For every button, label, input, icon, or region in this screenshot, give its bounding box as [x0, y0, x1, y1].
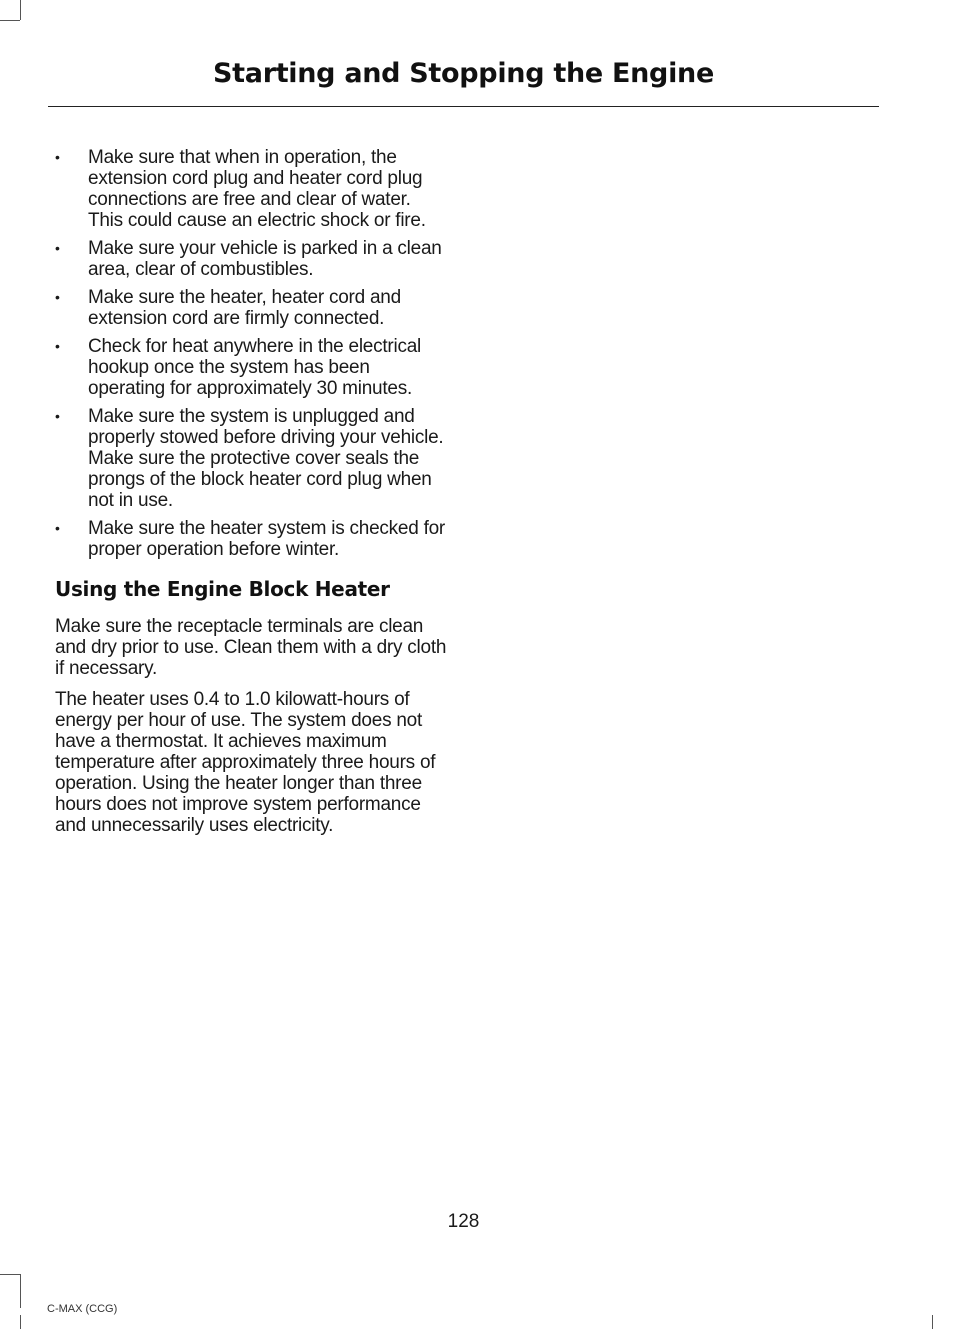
bullet-marker: •	[55, 149, 60, 165]
bullet-marker: •	[55, 240, 60, 256]
list-item	[55, 287, 447, 329]
bullet-list	[55, 147, 447, 560]
list-item	[55, 238, 447, 280]
crop-mark-bottom-left-vertical	[20, 1274, 21, 1308]
bullet-marker: •	[55, 289, 60, 305]
list-item	[55, 518, 447, 560]
paragraph-energy-use: The heater uses 0.4 to 1.0 kilowatt-hours of energy per hour of use. The system does not have a thermostat. It achieves maximum temperature after approximately three hours of operation. Using the heater longer than three hours does not improve system performance and unnecessarily uses electricity.	[55, 689, 436, 836]
list-item-text: Make sure the heater system is checked for proper operation before winter.	[88, 518, 445, 560]
list-item-text: Make sure that when in operation, the extension cord plug and heater cord plug connections are free and clear of water. This could cause an electric shock or fire.	[88, 147, 426, 231]
crop-mark-top-left-vertical	[20, 0, 21, 20]
list-item-text: Check for heat anywhere in the electrical hookup once the system has been operating for approximately 30 minutes.	[88, 336, 421, 399]
list-item	[55, 147, 447, 231]
crop-mark-top-left-horizontal	[0, 20, 20, 21]
list-item	[55, 336, 447, 399]
list-item-text: Make sure your vehicle is parked in a clean area, clear of combustibles.	[88, 238, 442, 280]
list-item-text: Make sure the heater, heater cord and extension cord are firmly connected.	[88, 287, 401, 329]
section-heading: Using the Engine Block Heater	[55, 577, 390, 601]
page-title: Starting and Stopping the Engine	[213, 58, 714, 89]
paragraph-receptacle: Make sure the receptacle terminals are clean and dry prior to use. Clean them with a dry cloth if necessary.	[55, 616, 447, 679]
title-divider	[48, 106, 879, 107]
crop-mark-bottom-left-tick	[20, 1315, 21, 1329]
crop-mark-bottom-left-horizontal	[0, 1274, 20, 1275]
content-column	[55, 147, 447, 846]
page-number: 128	[447, 1211, 480, 1232]
bullet-marker: •	[55, 338, 60, 354]
bullet-marker: •	[55, 408, 60, 424]
list-item	[55, 406, 447, 511]
bullet-marker: •	[55, 520, 60, 536]
document-code: C-MAX (CCG)	[47, 1303, 118, 1315]
list-item-text: Make sure the system is unplugged and properly stowed before driving your vehicle. Make sure the protective cover seals the prongs of the block heater cord plug when not in use.	[88, 406, 444, 511]
crop-mark-bottom-right-tick	[932, 1315, 933, 1329]
